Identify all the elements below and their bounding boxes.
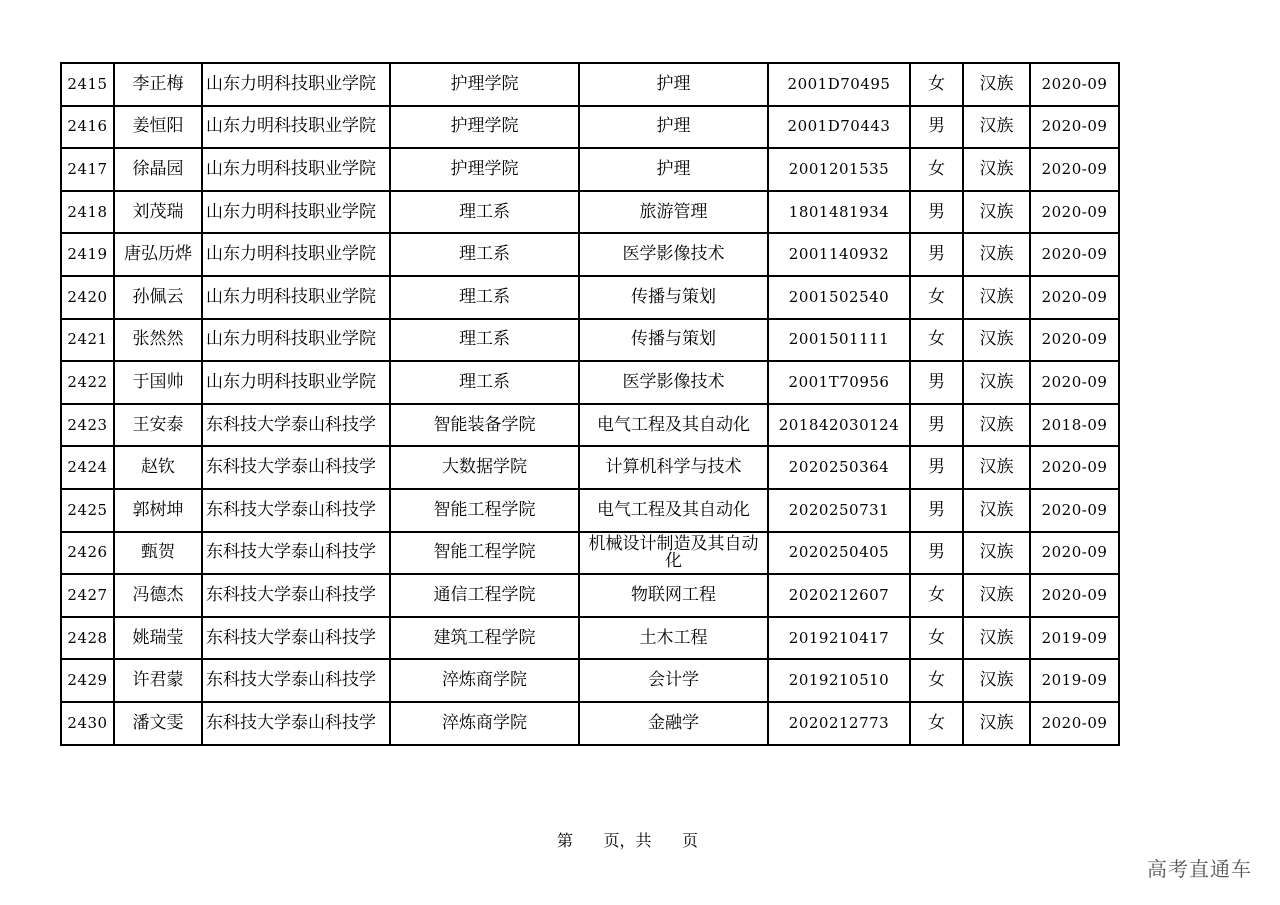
student-name-cell: 唐弘历烨 xyxy=(114,233,202,276)
school-cell: 山东力明科技职业学院 xyxy=(202,106,390,149)
gender-cell: 女 xyxy=(910,148,963,191)
table-row xyxy=(61,276,1119,319)
school-cell: 东科技大学泰山科技学 xyxy=(202,446,390,489)
school-cell: 山东力明科技职业学院 xyxy=(202,361,390,404)
student-id-cell: 2001140932 xyxy=(768,233,910,276)
student-id-cell: 2001D70443 xyxy=(768,106,910,149)
gender-cell: 女 xyxy=(910,63,963,106)
table-row xyxy=(61,106,1119,149)
student-name-cell: 姜恒阳 xyxy=(114,106,202,149)
school-cell: 山东力明科技职业学院 xyxy=(202,63,390,106)
ethnicity-cell: 汉族 xyxy=(963,617,1030,660)
college-cell: 智能装备学院 xyxy=(390,404,579,447)
student-name-cell: 冯德杰 xyxy=(114,574,202,617)
ethnicity-cell: 汉族 xyxy=(963,659,1030,702)
college-cell: 通信工程学院 xyxy=(390,574,579,617)
student-id-cell: 2001501111 xyxy=(768,319,910,362)
table-row xyxy=(61,191,1119,234)
enrollment-date-cell: 2020-09 xyxy=(1030,191,1119,234)
major-cell: 物联网工程 xyxy=(579,574,768,617)
student-id-cell: 2001T70956 xyxy=(768,361,910,404)
ethnicity-cell: 汉族 xyxy=(963,148,1030,191)
major-cell: 护理 xyxy=(579,63,768,106)
watermark-logo-text: 高考直通车 xyxy=(1147,857,1252,881)
ethnicity-cell: 汉族 xyxy=(963,489,1030,532)
enrollment-date-cell: 2020-09 xyxy=(1030,532,1119,575)
enrollment-date-cell: 2020-09 xyxy=(1030,361,1119,404)
table-row xyxy=(61,148,1119,191)
enrollment-date-cell: 2020-09 xyxy=(1030,702,1119,745)
table-row xyxy=(61,532,1119,575)
gender-cell: 男 xyxy=(910,191,963,234)
gender-cell: 男 xyxy=(910,446,963,489)
student-name-cell: 李正梅 xyxy=(114,63,202,106)
enrollment-date-cell: 2020-09 xyxy=(1030,319,1119,362)
ethnicity-cell: 汉族 xyxy=(963,532,1030,575)
student-name-cell: 赵钦 xyxy=(114,446,202,489)
college-cell: 理工系 xyxy=(390,319,579,362)
college-cell: 大数据学院 xyxy=(390,446,579,489)
row-number-cell: 2418 xyxy=(61,191,114,234)
student-id-cell: 2001D70495 xyxy=(768,63,910,106)
gender-cell: 女 xyxy=(910,702,963,745)
gender-cell: 女 xyxy=(910,319,963,362)
college-cell: 理工系 xyxy=(390,191,579,234)
student-name-cell: 孙佩云 xyxy=(114,276,202,319)
gender-cell: 女 xyxy=(910,574,963,617)
major-cell: 电气工程及其自动化 xyxy=(579,489,768,532)
student-roster-table xyxy=(60,62,1120,746)
major-cell: 金融学 xyxy=(579,702,768,745)
row-number-cell: 2420 xyxy=(61,276,114,319)
table-body xyxy=(61,63,1119,745)
enrollment-date-cell: 2020-09 xyxy=(1030,63,1119,106)
major-cell: 传播与策划 xyxy=(579,276,768,319)
enrollment-date-cell: 2018-09 xyxy=(1030,404,1119,447)
ethnicity-cell: 汉族 xyxy=(963,446,1030,489)
major-cell: 护理 xyxy=(579,148,768,191)
student-id-cell: 2020250364 xyxy=(768,446,910,489)
school-cell: 山东力明科技职业学院 xyxy=(202,319,390,362)
enrollment-date-cell: 2020-09 xyxy=(1030,489,1119,532)
enrollment-date-cell: 2020-09 xyxy=(1030,233,1119,276)
ethnicity-cell: 汉族 xyxy=(963,702,1030,745)
student-name-cell: 于国帅 xyxy=(114,361,202,404)
ethnicity-cell: 汉族 xyxy=(963,276,1030,319)
enrollment-date-cell: 2020-09 xyxy=(1030,106,1119,149)
gender-cell: 女 xyxy=(910,617,963,660)
gender-cell: 男 xyxy=(910,532,963,575)
college-cell: 理工系 xyxy=(390,233,579,276)
school-cell: 山东力明科技职业学院 xyxy=(202,148,390,191)
college-cell: 智能工程学院 xyxy=(390,489,579,532)
student-id-cell: 2020250405 xyxy=(768,532,910,575)
row-number-cell: 2415 xyxy=(61,63,114,106)
table-row xyxy=(61,319,1119,362)
ethnicity-cell: 汉族 xyxy=(963,319,1030,362)
college-cell: 理工系 xyxy=(390,361,579,404)
row-number-cell: 2424 xyxy=(61,446,114,489)
table-row xyxy=(61,361,1119,404)
major-cell: 机械设计制造及其自动化 xyxy=(579,532,768,575)
student-name-cell: 许君蒙 xyxy=(114,659,202,702)
student-id-cell: 2020212607 xyxy=(768,574,910,617)
college-cell: 护理学院 xyxy=(390,63,579,106)
table-row xyxy=(61,574,1119,617)
student-name-cell: 王安泰 xyxy=(114,404,202,447)
enrollment-date-cell: 2020-09 xyxy=(1030,446,1119,489)
school-cell: 山东力明科技职业学院 xyxy=(202,233,390,276)
row-number-cell: 2422 xyxy=(61,361,114,404)
gender-cell: 男 xyxy=(910,404,963,447)
major-cell: 护理 xyxy=(579,106,768,149)
gender-cell: 男 xyxy=(910,233,963,276)
table-row xyxy=(61,63,1119,106)
ethnicity-cell: 汉族 xyxy=(963,574,1030,617)
major-cell: 旅游管理 xyxy=(579,191,768,234)
ethnicity-cell: 汉族 xyxy=(963,361,1030,404)
enrollment-date-cell: 2020-09 xyxy=(1030,276,1119,319)
row-number-cell: 2429 xyxy=(61,659,114,702)
student-name-cell: 潘文雯 xyxy=(114,702,202,745)
college-cell: 护理学院 xyxy=(390,106,579,149)
school-cell: 山东力明科技职业学院 xyxy=(202,276,390,319)
college-cell: 智能工程学院 xyxy=(390,532,579,575)
ethnicity-cell: 汉族 xyxy=(963,63,1030,106)
college-cell: 理工系 xyxy=(390,276,579,319)
ethnicity-cell: 汉族 xyxy=(963,106,1030,149)
table-row xyxy=(61,617,1119,660)
student-id-cell: 201842030124 xyxy=(768,404,910,447)
college-cell: 护理学院 xyxy=(390,148,579,191)
gender-cell: 男 xyxy=(910,489,963,532)
gender-cell: 女 xyxy=(910,659,963,702)
student-name-cell: 徐晶园 xyxy=(114,148,202,191)
student-name-cell: 刘茂瑞 xyxy=(114,191,202,234)
school-cell: 东科技大学泰山科技学 xyxy=(202,532,390,575)
table-row xyxy=(61,233,1119,276)
enrollment-date-cell: 2019-09 xyxy=(1030,617,1119,660)
student-name-cell: 郭树坤 xyxy=(114,489,202,532)
student-name-cell: 甄贺 xyxy=(114,532,202,575)
college-cell: 淬炼商学院 xyxy=(390,702,579,745)
row-number-cell: 2427 xyxy=(61,574,114,617)
ethnicity-cell: 汉族 xyxy=(963,404,1030,447)
row-number-cell: 2426 xyxy=(61,532,114,575)
school-cell: 东科技大学泰山科技学 xyxy=(202,659,390,702)
table-row xyxy=(61,702,1119,745)
page-number-footer: 第 页，共 页 xyxy=(557,831,699,850)
row-number-cell: 2423 xyxy=(61,404,114,447)
school-cell: 东科技大学泰山科技学 xyxy=(202,702,390,745)
school-cell: 东科技大学泰山科技学 xyxy=(202,489,390,532)
school-cell: 山东力明科技职业学院 xyxy=(202,191,390,234)
gender-cell: 男 xyxy=(910,106,963,149)
student-id-cell: 2020212773 xyxy=(768,702,910,745)
enrollment-date-cell: 2020-09 xyxy=(1030,574,1119,617)
student-id-cell: 1801481934 xyxy=(768,191,910,234)
college-cell: 淬炼商学院 xyxy=(390,659,579,702)
major-cell: 计算机科学与技术 xyxy=(579,446,768,489)
row-number-cell: 2425 xyxy=(61,489,114,532)
school-cell: 东科技大学泰山科技学 xyxy=(202,617,390,660)
student-id-cell: 2019210510 xyxy=(768,659,910,702)
student-name-cell: 姚瑞莹 xyxy=(114,617,202,660)
table-row xyxy=(61,404,1119,447)
student-id-cell: 2001502540 xyxy=(768,276,910,319)
row-number-cell: 2417 xyxy=(61,148,114,191)
major-cell: 医学影像技术 xyxy=(579,361,768,404)
student-id-cell: 2019210417 xyxy=(768,617,910,660)
gender-cell: 男 xyxy=(910,361,963,404)
row-number-cell: 2428 xyxy=(61,617,114,660)
row-number-cell: 2419 xyxy=(61,233,114,276)
ethnicity-cell: 汉族 xyxy=(963,233,1030,276)
student-id-cell: 2001201535 xyxy=(768,148,910,191)
row-number-cell: 2430 xyxy=(61,702,114,745)
ethnicity-cell: 汉族 xyxy=(963,191,1030,234)
major-cell: 医学影像技术 xyxy=(579,233,768,276)
table-row xyxy=(61,446,1119,489)
table-row xyxy=(61,489,1119,532)
student-name-cell: 张然然 xyxy=(114,319,202,362)
school-cell: 东科技大学泰山科技学 xyxy=(202,574,390,617)
table-row xyxy=(61,659,1119,702)
college-cell: 建筑工程学院 xyxy=(390,617,579,660)
enrollment-date-cell: 2019-09 xyxy=(1030,659,1119,702)
row-number-cell: 2421 xyxy=(61,319,114,362)
major-cell: 传播与策划 xyxy=(579,319,768,362)
major-cell: 土木工程 xyxy=(579,617,768,660)
student-id-cell: 2020250731 xyxy=(768,489,910,532)
school-cell: 东科技大学泰山科技学 xyxy=(202,404,390,447)
enrollment-date-cell: 2020-09 xyxy=(1030,148,1119,191)
row-number-cell: 2416 xyxy=(61,106,114,149)
major-cell: 电气工程及其自动化 xyxy=(579,404,768,447)
major-cell: 会计学 xyxy=(579,659,768,702)
gender-cell: 女 xyxy=(910,276,963,319)
